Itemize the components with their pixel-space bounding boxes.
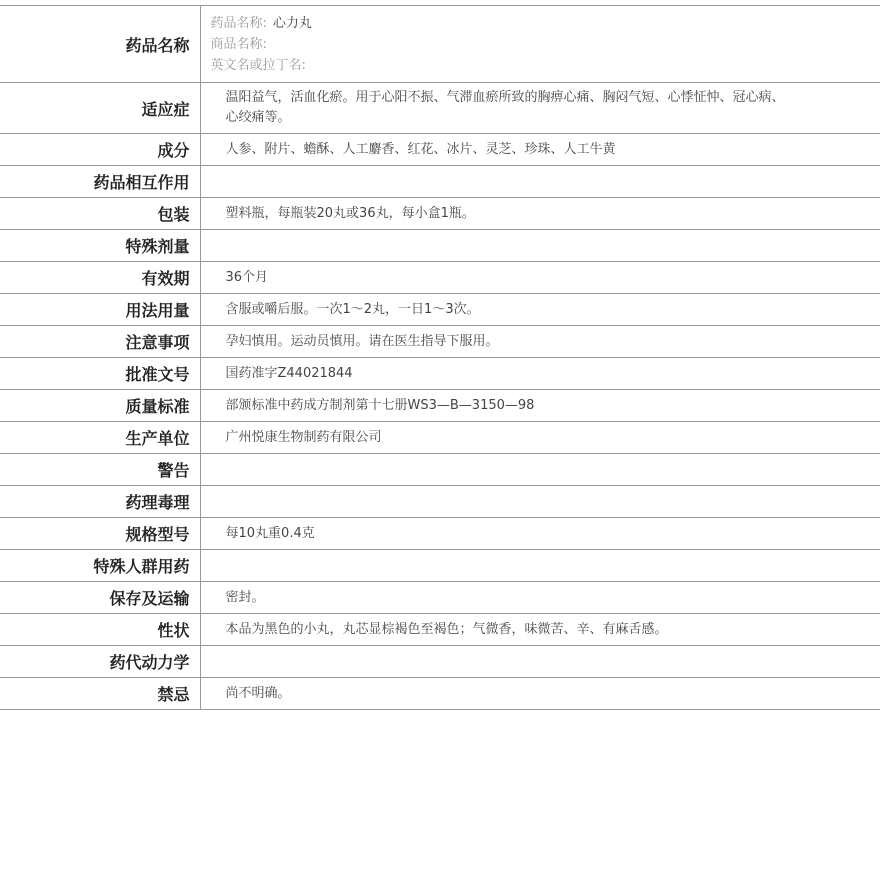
- english-name-key: 英文名或拉丁名:: [210, 57, 306, 73]
- row-value: [200, 230, 880, 262]
- row-value: 含服或嚼后服。一次1～2丸，一日1～3次。: [200, 294, 880, 326]
- row-label: 有效期: [0, 262, 200, 294]
- english-name-line: [211, 55, 861, 76]
- drug-name-row: [0, 6, 880, 83]
- row-label: 特殊剂量: [0, 230, 200, 262]
- usage-dosage-row: [0, 294, 880, 326]
- generic-name-line: [211, 13, 861, 34]
- precautions-row: [0, 326, 880, 358]
- row-value: 广州悦康生物制药有限公司: [200, 422, 880, 454]
- drug-spec-table: [0, 5, 880, 710]
- row-label: 特殊人群用药: [0, 550, 200, 582]
- interactions-row: [0, 166, 880, 198]
- appearance-row: [0, 614, 880, 646]
- trade-name-line: [211, 34, 861, 55]
- ingredients-row: [0, 134, 880, 166]
- row-value: 密封。: [200, 582, 880, 614]
- indications-text: 温阳益气，活血化瘀。用于心阳不振、气滞血瘀所致的胸痹心痛、胸闷气短、心悸怔忡、冠心病、心绞痛等。: [225, 90, 785, 125]
- row-value: [200, 454, 880, 486]
- row-label: 规格型号: [0, 518, 200, 550]
- row-label: 药品相互作用: [0, 166, 200, 198]
- special-population-row: [0, 550, 880, 582]
- row-value: 部颁标准中药成方制剂第十七册WS3—B—3150—98: [200, 390, 880, 422]
- row-value: 人参、附片、蟾酥、人工麝香、红花、冰片、灵芝、珍珠、人工牛黄: [200, 134, 880, 166]
- row-label: 禁忌: [0, 678, 200, 710]
- row-label: 注意事项: [0, 326, 200, 358]
- quality-standard-row: [0, 390, 880, 422]
- row-value: [200, 646, 880, 678]
- pharmacokinetics-row: [0, 646, 880, 678]
- row-value: [200, 83, 880, 134]
- row-label: 性状: [0, 614, 200, 646]
- special-dosage-row: [0, 230, 880, 262]
- row-label: 生产单位: [0, 422, 200, 454]
- trade-name-key: 商品名称:: [210, 36, 267, 52]
- row-value: 孕妇慎用。运动员慎用。请在医生指导下服用。: [200, 326, 880, 358]
- row-label: 包装: [0, 198, 200, 230]
- shelf-life-row: [0, 262, 880, 294]
- row-label: 保存及运输: [0, 582, 200, 614]
- pharmacology-row: [0, 486, 880, 518]
- row-value: 每10丸重0.4克: [200, 518, 880, 550]
- row-value: 尚不明确。: [200, 678, 880, 710]
- row-value: [200, 166, 880, 198]
- row-value: [200, 486, 880, 518]
- row-value: 塑料瓶，每瓶装20丸或36丸，每小盒1瓶。: [200, 198, 880, 230]
- row-label: 药代动力学: [0, 646, 200, 678]
- row-value: 国药准字Z44021844: [200, 358, 880, 390]
- row-label: 成分: [0, 134, 200, 166]
- row-label: 批准文号: [0, 358, 200, 390]
- row-value: 36个月: [200, 262, 880, 294]
- approval-number-row: [0, 358, 880, 390]
- generic-name-key: 药品名称:: [210, 15, 267, 31]
- storage-transport-row: [0, 582, 880, 614]
- row-label: 适应症: [0, 83, 200, 134]
- warning-row: [0, 454, 880, 486]
- row-label: 用法用量: [0, 294, 200, 326]
- row-label: 警告: [0, 454, 200, 486]
- specification-row: [0, 518, 880, 550]
- row-label: 质量标准: [0, 390, 200, 422]
- manufacturer-row: [0, 422, 880, 454]
- contraindications-row: [0, 678, 880, 710]
- indications-row: [0, 83, 880, 134]
- drug-name-values: [200, 6, 880, 83]
- row-value: 本品为黑色的小丸，丸芯显棕褐色至褐色；气微香，味微苦、辛、有麻舌感。: [200, 614, 880, 646]
- packaging-row: [0, 198, 880, 230]
- row-label: 药理毒理: [0, 486, 200, 518]
- generic-name-value: 心力丸: [272, 15, 312, 31]
- row-value: [200, 550, 880, 582]
- row-label: 药品名称: [0, 6, 200, 83]
